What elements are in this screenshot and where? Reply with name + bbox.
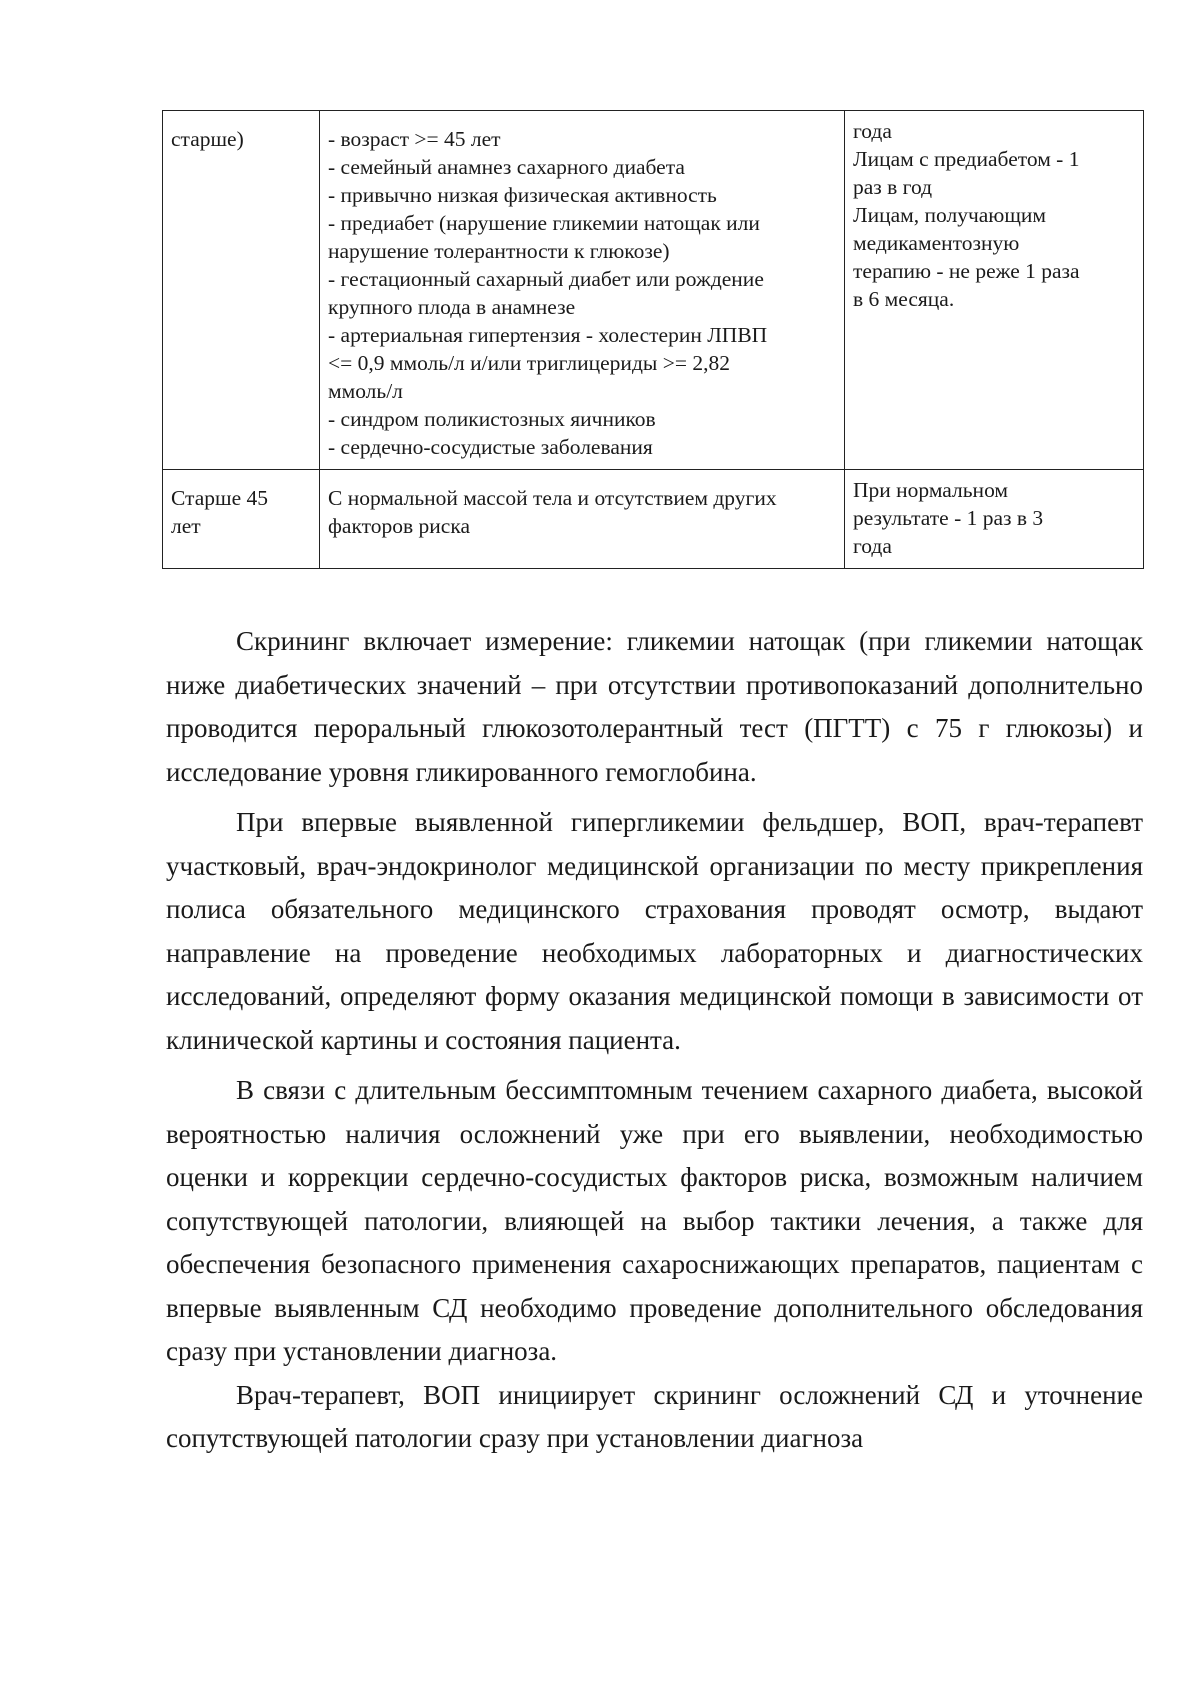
- paragraph-hyperglycemia: При впервые выявленной гипергликемии фельдшер, ВОП, врач-терапевт участковый, врач-эндокринолог медицинской организации по месту прикрепления полиса обязательного медицинского страхования проводят осмотр, выдают направление на проведение необходимых лабораторных и диагностических исследований, определяют форму оказания медицинской помощи в зависимости от клинической картины и состояния пациента.: [166, 807, 1143, 1055]
- paragraph-complications-screening: Врач-терапевт, ВОП инициирует скрининг осложнений СД и уточнение сопутствующей патологии сразу при установлении диагноза: [166, 1379, 1143, 1453]
- cell-line: Лицам, получающим: [853, 203, 1047, 227]
- table-row: [163, 470, 1144, 569]
- cell-line: - сердечно-сосудистые заболевания: [328, 435, 653, 459]
- cell-line: - предиабет (нарушение гликемии натощак или: [328, 211, 760, 235]
- cell-line: результате - 1 раз в 3: [853, 506, 1044, 530]
- table-cell-age: [163, 111, 320, 470]
- cell-line: - возраст >= 45 лет: [328, 127, 501, 151]
- table-cell-age: [163, 470, 320, 569]
- cell-line: медикаментозную: [853, 231, 1020, 255]
- body-text: [166, 620, 1143, 1461]
- cell-line: в 6 месяца.: [853, 287, 955, 311]
- cell-line: ммоль/л: [328, 379, 403, 403]
- cell-line: - гестационный сахарный диабет или рождение: [328, 267, 764, 291]
- table-cell-risk-factors: [320, 111, 845, 470]
- cell-line: года: [853, 534, 892, 558]
- cell-line: <= 0,9 ммоль/л и/или триглицериды >= 2,82: [328, 351, 730, 375]
- cell-line: старше): [171, 127, 244, 151]
- cell-line: года: [853, 119, 892, 143]
- cell-line: - семейный анамнез сахарного диабета: [328, 155, 685, 179]
- table-row: [163, 111, 1144, 470]
- cell-line: Старше 45: [171, 486, 268, 510]
- cell-line: - синдром поликистозных яичников: [328, 407, 656, 431]
- paragraph-screening: Скрининг включает измерение: гликемии натощак (при гликемии натощак ниже диабетических значений – при отсутствии противопоказаний дополнительно проводится пероральный глюкозотолерантный тест (ПГТТ) с 75 г глюкозы) и исследование уровня гликированного гемоглобина.: [166, 626, 1143, 787]
- cell-line: С нормальной массой тела и отсутствием других: [328, 486, 777, 510]
- cell-line: - привычно низкая физическая активность: [328, 183, 717, 207]
- paragraph-additional-exam: В связи с длительным бессимптомным течением сахарного диабета, высокой вероятностью наличия осложнений уже при его выявлении, необходимостью оценки и коррекции сердечно-сосудистых факторов риска, возможным наличием сопутствующей патологии, влияющей на выбор тактики лечения, а также для обеспечения безопасного применения сахароснижающих препаратов, пациентам с впервые выявленным СД необходимо проведение дополнительного обследования сразу при установлении диагноза.: [166, 1075, 1143, 1366]
- cell-line: лет: [171, 514, 201, 538]
- cell-line: раз в год: [853, 175, 933, 199]
- cell-line: - артериальная гипертензия - холестерин ЛПВП: [328, 323, 768, 347]
- table-cell-risk-factors: [320, 470, 845, 569]
- table-cell-frequency: [845, 111, 1144, 470]
- screening-table: [162, 110, 1144, 569]
- cell-line: терапию - не реже 1 раза: [853, 259, 1080, 283]
- cell-line: При нормальном: [853, 478, 1009, 502]
- cell-line: нарушение толерантности к глюкозе): [328, 239, 670, 263]
- table-cell-frequency: [845, 470, 1144, 569]
- cell-line: крупного плода в анамнезе: [328, 295, 576, 319]
- cell-line: факторов риска: [328, 514, 470, 538]
- cell-line: Лицам с предиабетом - 1: [853, 147, 1080, 171]
